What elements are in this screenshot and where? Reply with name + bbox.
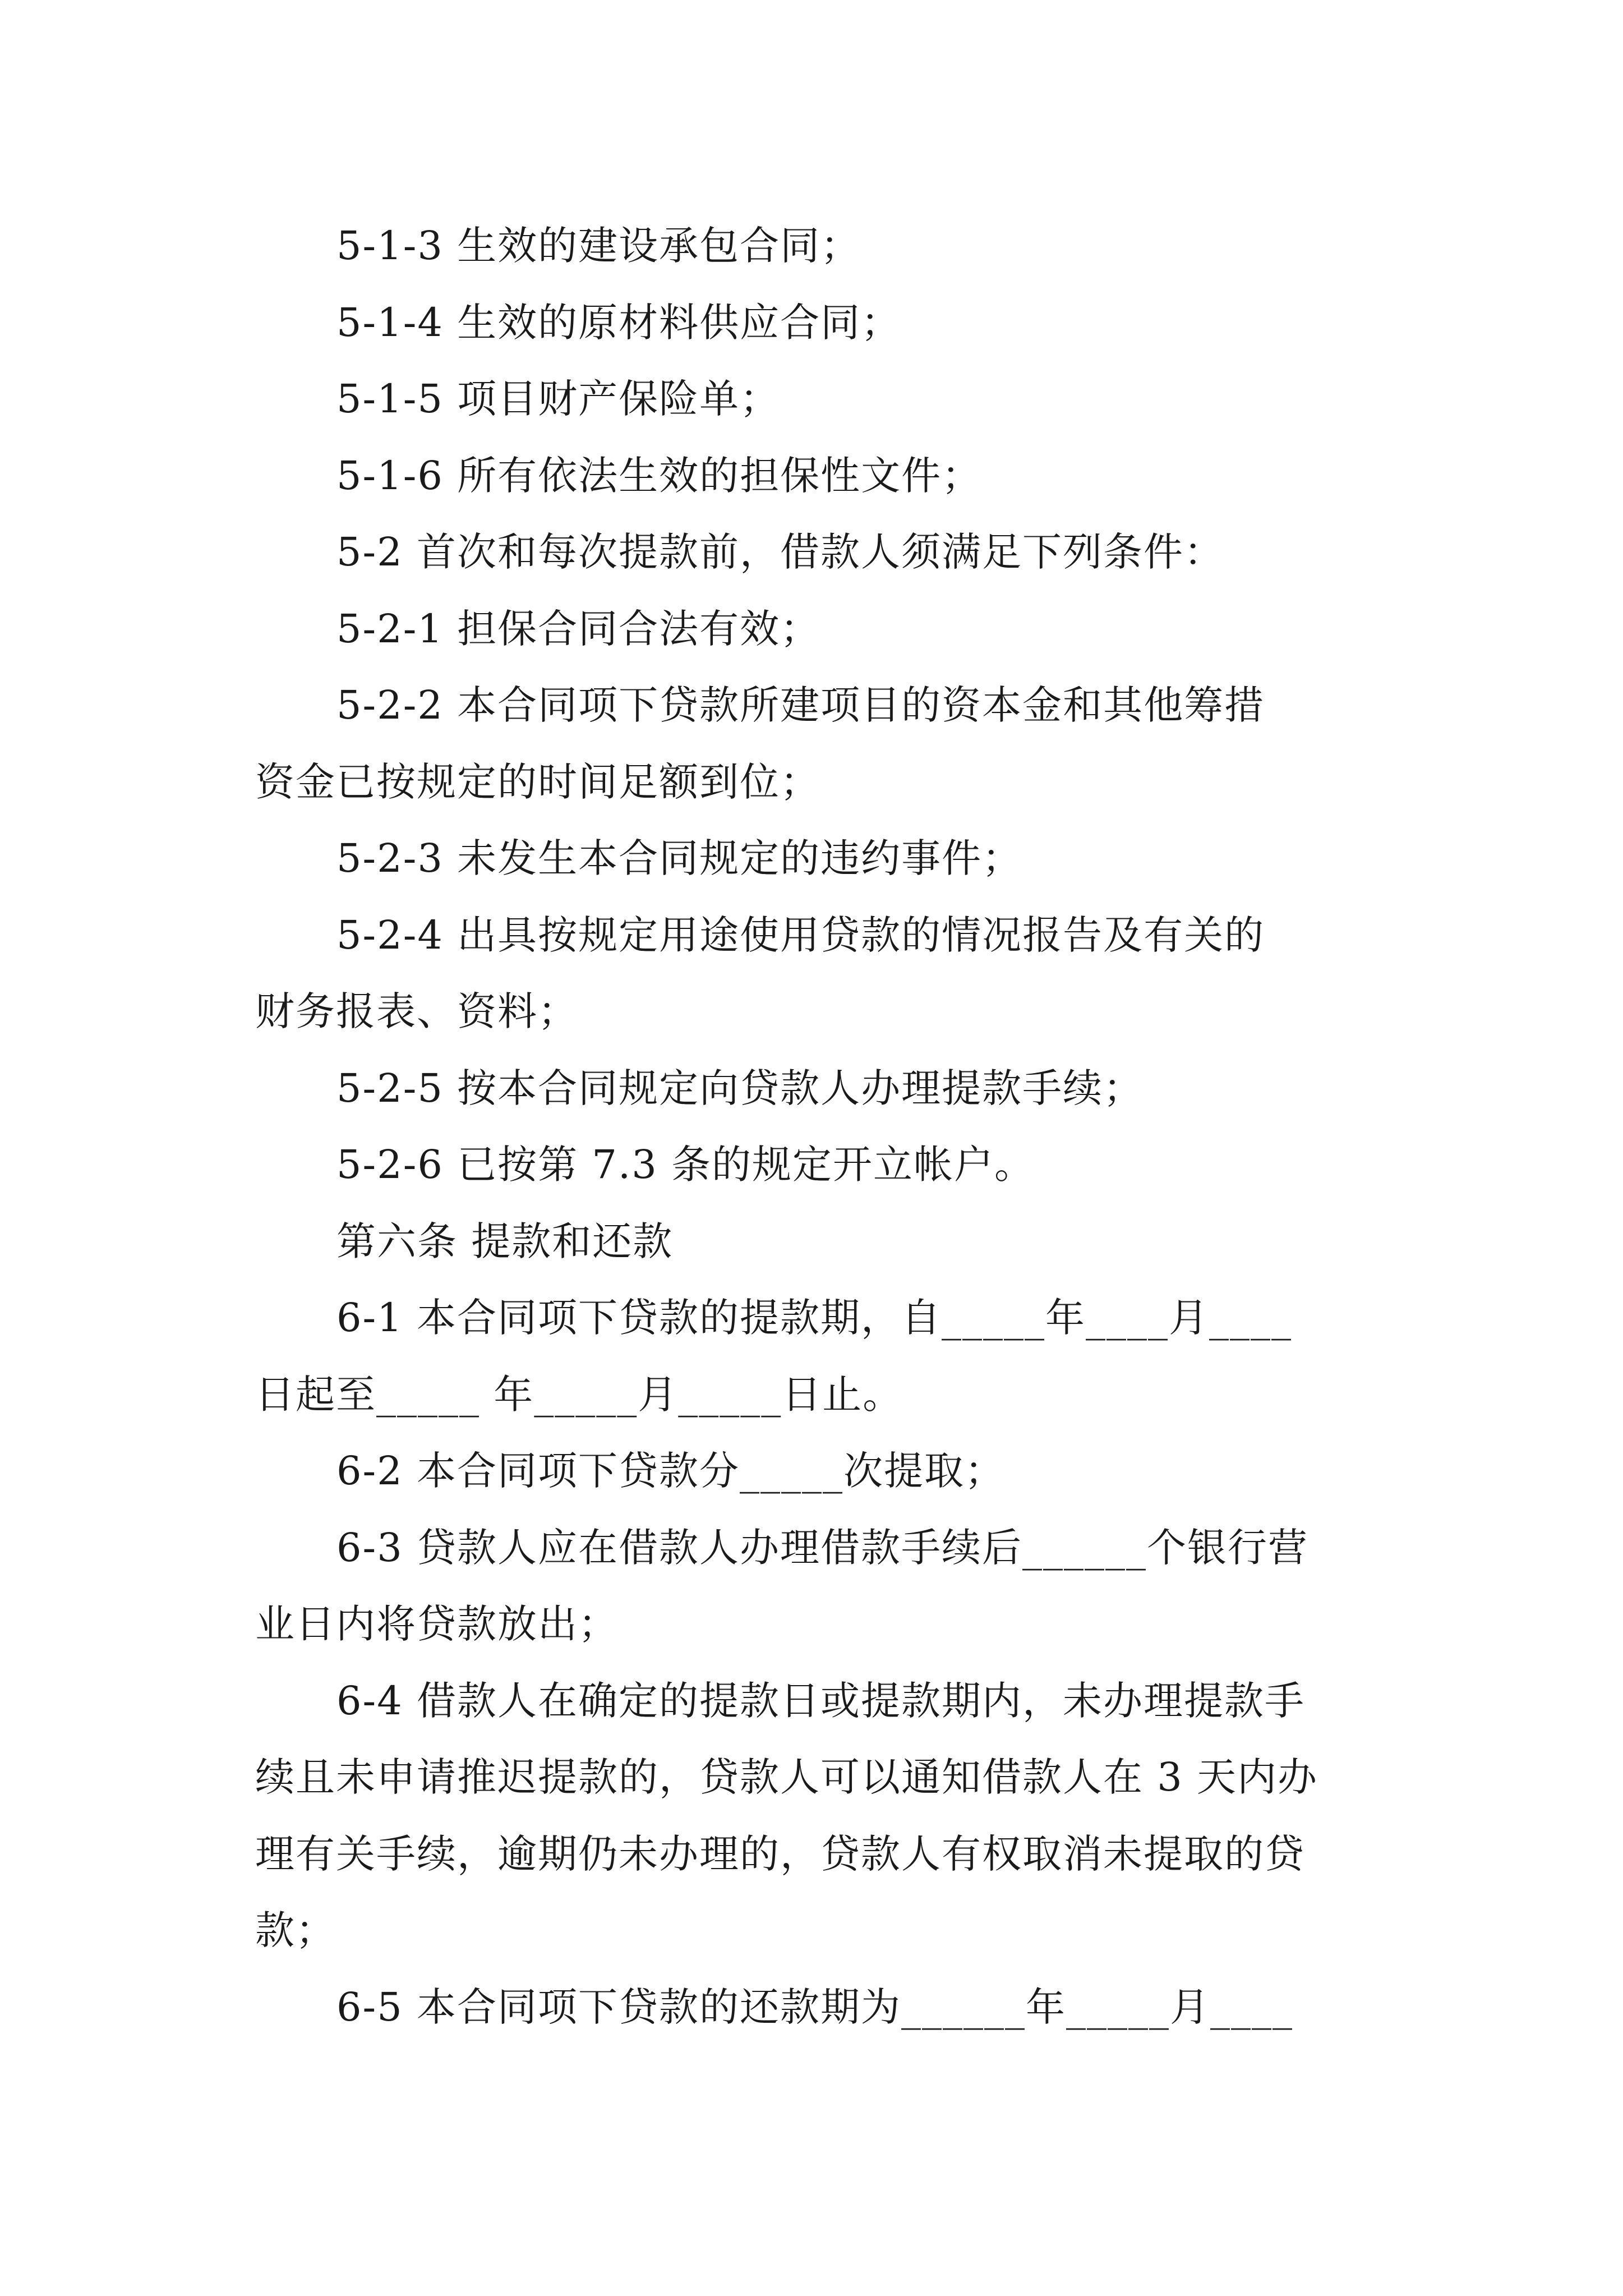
- clause-5-2-3: 5-2-3 未发生本合同规定的违约事件；: [336, 835, 1023, 881]
- clause-6-4-line-4: 款；: [255, 1907, 336, 1953]
- clause-6-1-continued: 日起至_____ 年_____月_____日止。: [255, 1371, 903, 1418]
- clause-5-2-2-continued: 资金已按规定的时间足额到位；: [255, 758, 820, 805]
- clause-6-4: 6-4 借款人在确定的提款日或提款期内，未办理提款手: [336, 1677, 1305, 1724]
- article-6-heading: 第六条 提款和还款: [336, 1218, 674, 1264]
- clause-5-2-1: 5-2-1 担保合同合法有效；: [336, 605, 821, 652]
- clause-5-1-4: 5-1-4 生效的原材料供应合同；: [336, 299, 902, 346]
- clause-6-1: 6-1 本合同项下贷款的提款期，自_____年____月____: [336, 1295, 1292, 1341]
- clause-5-2-4: 5-2-4 出具按规定用途使用贷款的情况报告及有关的: [336, 912, 1265, 958]
- clause-5-2-4-continued: 财务报表、资料；: [255, 988, 578, 1034]
- clause-5-2: 5-2 首次和每次提款前，借款人须满足下列条件：: [336, 529, 1224, 575]
- clause-6-3: 6-3 贷款人应在借款人办理借款手续后______个银行营: [336, 1524, 1308, 1571]
- clause-6-4-line-3: 理有关手续，逾期仍未办理的，贷款人有权取消未提取的贷: [255, 1830, 1305, 1877]
- clause-5-2-2: 5-2-2 本合同项下贷款所建项目的资本金和其他筹措: [336, 682, 1265, 728]
- clause-6-3-continued: 业日内将贷款放出；: [255, 1601, 619, 1647]
- clause-6-5: 6-5 本合同项下贷款的还款期为______年_____月____: [336, 1984, 1293, 2030]
- clause-5-2-6: 5-2-6 已按第 7.3 条的规定开立帐户。: [336, 1142, 1035, 1188]
- clause-5-1-6: 5-1-6 所有依法生效的担保性文件；: [336, 452, 983, 499]
- clause-6-2: 6-2 本合同项下贷款分_____次提取；: [336, 1448, 1005, 1494]
- clause-5-1-5: 5-1-5 项目财产保险单；: [336, 376, 781, 422]
- clause-5-1-3: 5-1-3 生效的建设承包合同；: [336, 223, 861, 269]
- contract-text: [255, 208, 1374, 2045]
- clause-6-4-line-2: 续且未申请推迟提款的，贷款人可以通知借款人在 3 天内办: [255, 1754, 1318, 1800]
- clause-5-2-5: 5-2-5 按本合同规定向贷款人办理提款手续；: [336, 1065, 1144, 1111]
